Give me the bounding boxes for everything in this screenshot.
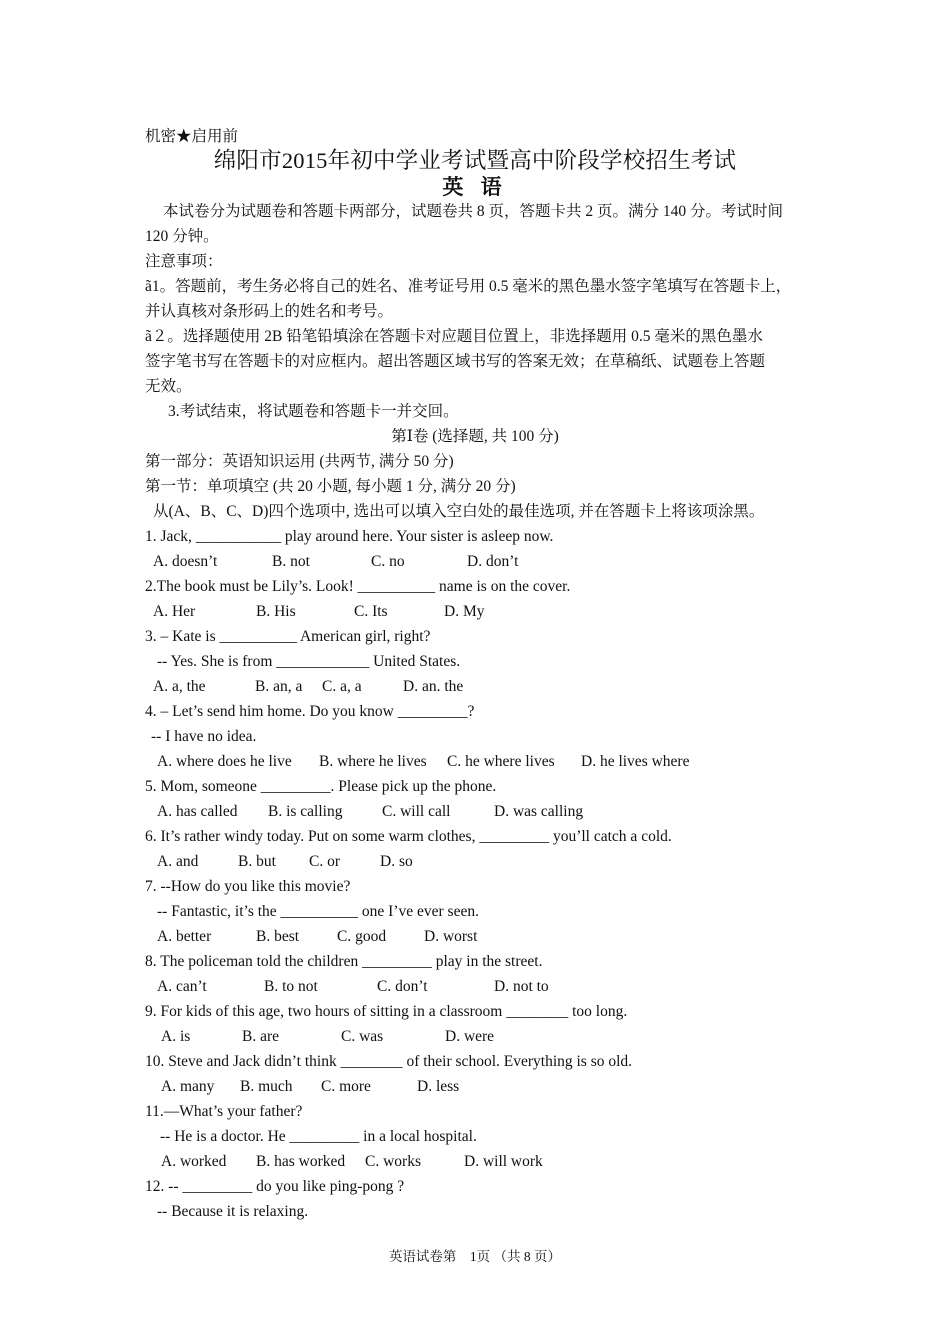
question-6-option-b: B. but [238, 853, 276, 870]
question-9-option-a: A. is [161, 1028, 191, 1045]
question-8-option-d: D. not to [494, 978, 549, 995]
question-3-option-c: C. a, a [322, 678, 362, 695]
question-8-option-b: B. to not [264, 978, 318, 995]
question-8-stem: 8. The policeman told the children _________ play in the street. [145, 953, 543, 970]
question-4-stem-line-2: -- I have no idea. [151, 728, 257, 745]
page-footer: 英语试卷第 1页 （共 8 页） [388, 1249, 562, 1264]
question-4-option-c: C. he where lives [447, 753, 555, 770]
question-2-option-a: A. Her [153, 603, 196, 620]
question-4-option-b: B. where he lives [319, 753, 427, 770]
question-11-option-a: A. worked [161, 1153, 227, 1170]
question-2-option-c: C. Its [354, 603, 388, 620]
volume-heading: 第Ⅰ卷 (选择题, 共 100 分) [391, 428, 559, 445]
question-10-option-b: B. much [240, 1078, 293, 1095]
question-7-stem: 7. --How do you like this movie? [145, 878, 351, 895]
question-10-option-c: C. more [321, 1078, 371, 1095]
note-2-line-1: ã２。选择题使用 2B 铅笔铅填涂在答题卡对应题目位置上，非选择题用 0.5 毫米的黑色墨水 [145, 328, 763, 345]
question-2-stem: 2.The book must be Lily’s. Look! __________ name is on the cover. [145, 578, 571, 595]
question-1-option-c: C. no [371, 553, 405, 570]
question-7-stem-line-2: -- Fantastic, it’s the __________ one I’ve ever seen. [157, 903, 479, 920]
note-2-line-2: 签字笔书写在答题卡的对应框内。超出答题区域书写的答案无效；在草稿纸、试题卷上答题 [145, 353, 766, 370]
question-1-option-b: B. not [272, 553, 310, 570]
question-9-option-b: B. are [242, 1028, 280, 1045]
section-instruction: 从(A、B、C、D)四个选项中, 选出可以填入空白处的最佳选项, 并在答题卡上将该项涂黑。 [153, 503, 765, 520]
subject-title: 英 语 [442, 175, 508, 199]
question-7-option-d: D. worst [424, 928, 478, 945]
question-7-option-b: B. best [256, 928, 300, 945]
question-12-stem-line-2: -- Because it is relaxing. [157, 1203, 309, 1220]
question-7-option-c: C. good [337, 928, 387, 945]
notes-heading: 注意事项： [145, 253, 223, 270]
part-1-heading: 第一部分：英语知识运用 (共两节, 满分 50 分) [145, 453, 454, 470]
question-3-option-b: B. an, a [255, 678, 303, 695]
question-3-option-d: D. an. the [403, 678, 464, 695]
question-5-stem: 5. Mom, someone _________. Please pick up the phone. [145, 778, 497, 795]
section-1-heading: 第一节：单项填空 (共 20 小题, 每小题 1 分, 满分 20 分) [145, 478, 516, 495]
question-11-stem-line-2: -- He is a doctor. He _________ in a local hospital. [160, 1128, 477, 1145]
question-3-stem: 3. – Kate is __________ American girl, right? [145, 628, 431, 645]
question-5-option-c: C. will call [382, 803, 451, 820]
question-12-stem: 12. -- _________ do you like ping-pong ? [145, 1178, 405, 1195]
intro-line-1: 本试卷分为试题卷和答题卡两部分，试题卷共 8 页，答题卡共 2 页。满分 140 分。考试时间 [163, 203, 784, 220]
note-1-line-2: 并认真核对条形码上的姓名和考号。 [145, 303, 394, 320]
question-11-stem: 11.—What’s your father? [145, 1103, 303, 1120]
question-1-stem: 1. Jack, ___________ play around here. Your sister is asleep now. [145, 528, 554, 545]
question-3-option-a: A. a, the [153, 678, 206, 695]
question-5-option-b: B. is calling [268, 803, 343, 820]
question-3-stem-line-2: -- Yes. She is from ____________ United States. [157, 653, 461, 670]
question-2-option-d: D. My [444, 603, 485, 620]
question-9-option-d: D. were [445, 1028, 495, 1045]
question-10-option-a: A. many [161, 1078, 215, 1095]
exam-title: 绵阳市2015年初中学业考试暨高中阶段学校招生考试 [213, 148, 737, 173]
question-1-option-d: D. don’t [467, 553, 519, 570]
question-8-option-a: A. can’t [157, 978, 207, 995]
question-6-option-d: D. so [380, 853, 413, 870]
intro-line-2: 120 分钟。 [145, 228, 219, 245]
confidential-label: 机密★启用前 [145, 128, 239, 145]
question-5-option-d: D. was calling [494, 803, 584, 820]
question-10-option-d: D. less [417, 1078, 460, 1095]
question-9-option-c: C. was [341, 1028, 384, 1045]
question-4-option-a: A. where does he live [157, 753, 292, 770]
question-6-option-c: C. or [309, 853, 340, 870]
question-7-option-a: A. better [157, 928, 212, 945]
question-2-option-b: B. His [256, 603, 296, 620]
question-6-option-a: A. and [157, 853, 199, 870]
question-8-option-c: C. don’t [377, 978, 428, 995]
note-1-line-1: ã1。答题前，考生务必将自己的姓名、准考证号用 0.5 毫米的黑色墨水签字笔填写在答题卡上， [145, 278, 792, 295]
question-5-option-a: A. has called [157, 803, 238, 820]
question-11-option-d: D. will work [464, 1153, 543, 1170]
question-6-stem: 6. It’s rather windy today. Put on some warm clothes, _________ you’ll catch a cold. [145, 828, 672, 845]
question-4-stem: 4. – Let’s send him home. Do you know _________? [145, 703, 475, 720]
question-9-stem: 9. For kids of this age, two hours of sitting in a classroom ________ too long. [145, 1003, 628, 1020]
note-2-line-3: 无效。 [145, 378, 192, 395]
question-11-option-c: C. works [365, 1153, 421, 1170]
question-11-option-b: B. has worked [256, 1153, 346, 1170]
question-4-option-d: D. he lives where [581, 753, 690, 770]
question-1-option-a: A. doesn’t [153, 553, 218, 570]
note-3: 3.考试结束，将试题卷和答题卡一并交回。 [168, 403, 459, 420]
question-10-stem: 10. Steve and Jack didn’t think ________ of their school. Everything is so old. [145, 1053, 633, 1070]
